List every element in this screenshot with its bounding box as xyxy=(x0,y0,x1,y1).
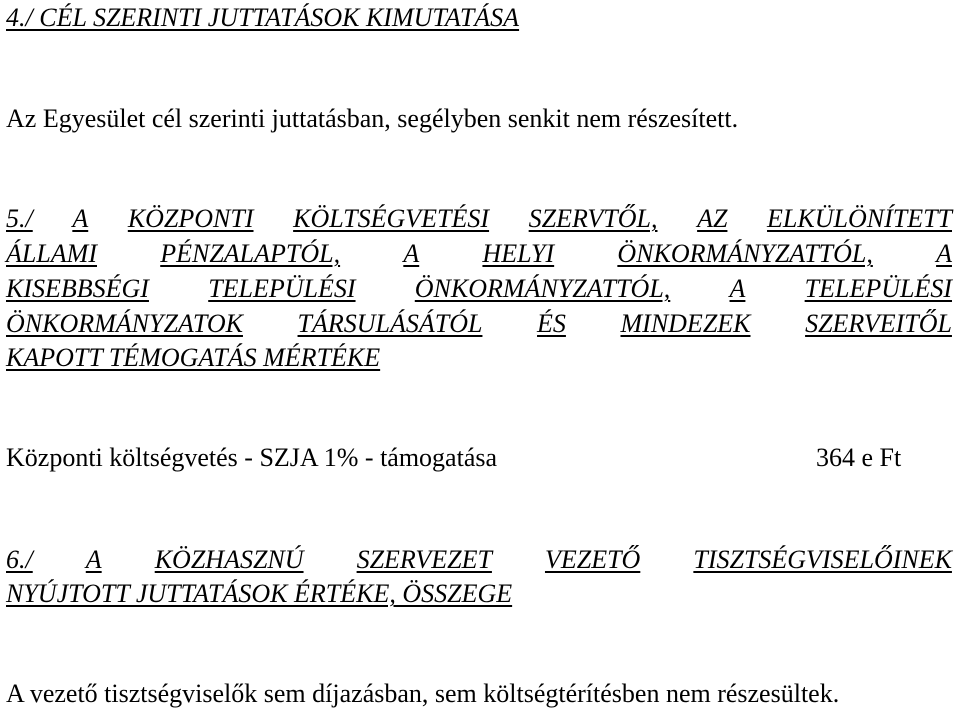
section-5-heading-line-1: 5./ A KÖZPONTI KÖLTSÉGVETÉSI SZERVTŐL, AZ ELKÜLÖNÍTETT xyxy=(6,204,952,233)
section-4-heading: 4./ CÉL SZERINTI JUTTATÁSOK KIMUTATÁSA xyxy=(6,3,520,32)
section-4-text: Az Egyesület cél szerinti juttatásban, segélyben senkit nem részesített. xyxy=(6,104,739,133)
section-5-heading-line-3: KISEBBSÉGI TELEPÜLÉSI ÖNKORMÁNYZATTÓL, A TELEPÜLÉSI xyxy=(6,274,952,303)
section-5-heading-line-4: ÖNKORMÁNYZATOK TÁRSULÁSÁTÓL ÉS MINDEZEK SZERVEITŐL xyxy=(6,309,952,338)
section-5-heading-line-5: KAPOTT TÉMOGATÁS MÉRTÉKE xyxy=(6,343,381,372)
section-6-heading-line-1: 6./ A KÖZHASZNÚ SZERVEZET VEZETŐ TISZTSÉGVISELŐINEK xyxy=(6,545,952,574)
section-6-text: A vezető tisztségviselők sem díjazásban, sem költségtérítésben nem részesültek. xyxy=(6,679,840,708)
section-6-heading-line-2: NYÚJTOTT JUTTATÁSOK ÉRTÉKE, ÖSSZEGE xyxy=(6,579,513,608)
support-item-amount: 364 e Ft xyxy=(816,443,902,472)
section-5-heading-line-2: ÁLLAMI PÉNZALAPTÓL, A HELYI ÖNKORMÁNYZATTÓL, A xyxy=(6,239,952,268)
support-item-label: Központi költségvetés - SZJA 1% - támogatása xyxy=(6,443,498,472)
